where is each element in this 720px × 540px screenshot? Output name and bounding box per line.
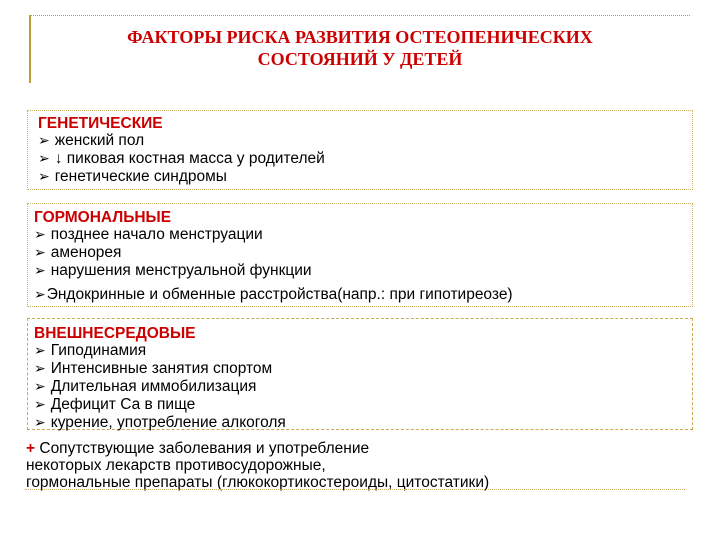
arrow-bullet-icon: ➢ <box>38 151 50 167</box>
note-line-2: некоторых лекарств противосудорожные, <box>26 457 326 474</box>
list-item: ➢ генетические синдромы <box>38 168 227 185</box>
note-line-3: гормональные препараты (глюкокортикостероиды, цитостатики) <box>26 474 490 491</box>
arrow-bullet-icon: ➢ <box>34 287 46 303</box>
list-item: ➢ Гиподинамия <box>34 342 147 359</box>
arrow-bullet-icon: ➢ <box>34 263 46 279</box>
list-item: ➢ Дефицит Са в пище <box>34 396 196 413</box>
section-heading: ГЕНЕТИЧЕСКИЕ <box>38 115 163 132</box>
arrow-bullet-icon: ➢ <box>34 397 46 413</box>
arrow-bullet-icon: ➢ <box>34 361 46 377</box>
note-underline <box>25 489 685 490</box>
list-item: ➢ курение, употребление алкоголя <box>34 414 286 431</box>
section-heading: ГОРМОНАЛЬНЫЕ <box>34 209 172 226</box>
arrow-bullet-icon: ➢ <box>34 379 46 395</box>
list-item: ➢ Длительная иммобилизация <box>34 378 257 395</box>
arrow-bullet-icon: ➢ <box>34 227 46 243</box>
list-item: ➢ позднее начало менструации <box>34 226 263 243</box>
arrow-bullet-icon: ➢ <box>38 169 50 185</box>
section-environmental <box>34 325 286 432</box>
section-genetic <box>38 115 325 186</box>
list-item: ➢ аменорея <box>34 244 122 261</box>
list-item: ➢ женский пол <box>38 132 145 149</box>
page-title <box>40 26 680 70</box>
section-hormonal <box>34 209 513 304</box>
note-line-1: + Сопутствующие заболевания и употребление <box>26 440 370 457</box>
title-line-1: ФАКТОРЫ РИСКА РАЗВИТИЯ ОСТЕОПЕНИЧЕСКИХ <box>127 27 593 47</box>
comorbidity-note <box>26 440 686 491</box>
arrow-bullet-icon: ➢ <box>34 245 46 261</box>
section-heading: ВНЕШНЕСРЕДОВЫЕ <box>34 325 196 342</box>
list-item: ➢ нарушения менструальной функции <box>34 262 312 279</box>
arrow-bullet-icon: ➢ <box>38 133 50 149</box>
plus-icon: + <box>26 440 36 457</box>
list-item: ➢ ↓ пиковая костная масса у родителей <box>38 150 325 167</box>
list-item: ➢ Интенсивные занятия спортом <box>34 360 273 377</box>
arrow-bullet-icon: ➢ <box>34 343 46 359</box>
title-line-2: СОСТОЯНИЙ У ДЕТЕЙ <box>257 49 463 69</box>
list-item: ➢Эндокринные и обменные расстройства(напр.: при гипотиреозе) <box>34 286 513 303</box>
title-frame-left <box>29 15 31 83</box>
title-frame-top <box>30 15 690 16</box>
arrow-bullet-icon: ➢ <box>34 415 46 431</box>
